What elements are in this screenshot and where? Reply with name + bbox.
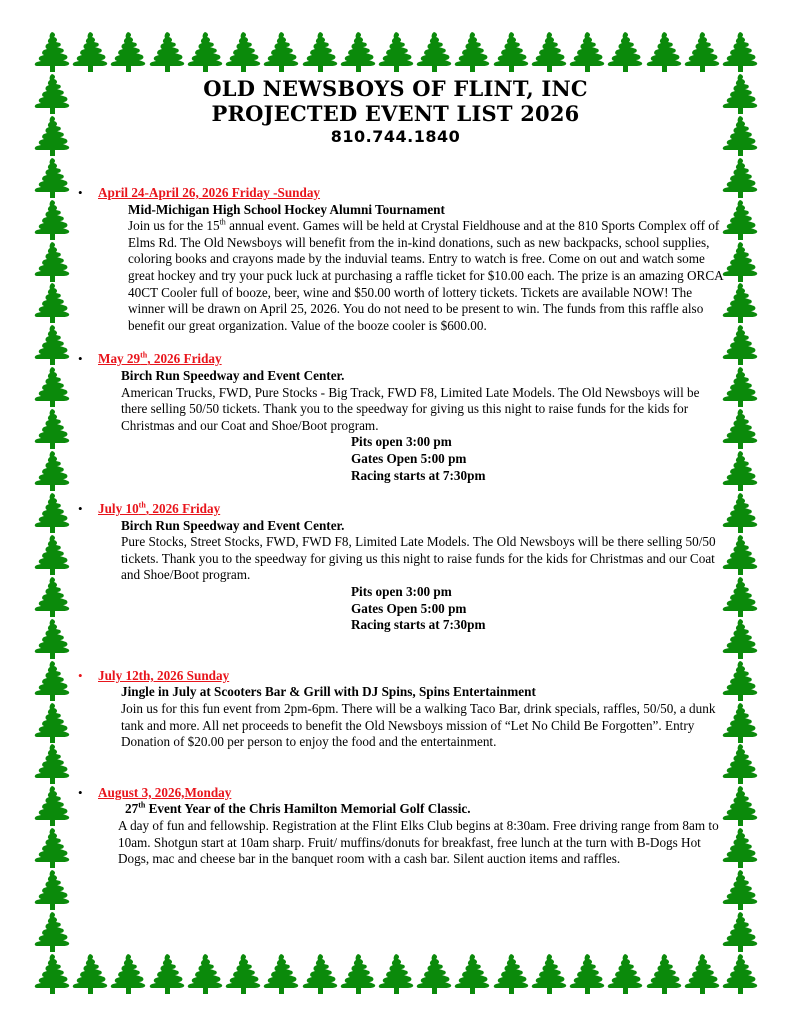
racing-start-time: Racing starts at 7:30pm xyxy=(351,467,486,483)
pine-tree-icon xyxy=(32,281,72,323)
pine-tree-icon xyxy=(32,323,72,365)
bullet-icon: • xyxy=(78,351,83,367)
event-name: 27th Event Year of the Chris Hamilton Memorial Golf Classic. xyxy=(125,801,471,817)
pine-tree-icon xyxy=(644,30,684,72)
bullet-icon: • xyxy=(78,501,83,517)
pine-tree-icon xyxy=(32,533,72,575)
event-item xyxy=(78,668,728,751)
event-description: Join us for this fun event from 2pm-6pm. There will be a walking Taco Bar, drink specials, raffles, 50/50, a dunk tank and more. All net proceeds to benefit the Old Newsboys mission of “Let No Child Be Forgotten”. Entry Donation of $20.00 per person to enjoy the food and the entertainment. xyxy=(121,701,716,750)
pine-tree-icon xyxy=(32,156,72,198)
pine-tree-icon xyxy=(682,30,722,72)
pine-tree-icon xyxy=(682,952,722,994)
pine-tree-icon xyxy=(567,30,607,72)
pine-tree-icon xyxy=(720,30,760,72)
pine-tree-icon xyxy=(185,952,225,994)
pine-tree-icon xyxy=(223,30,263,72)
pine-tree-icon xyxy=(32,952,72,994)
pine-tree-icon xyxy=(452,30,492,72)
organization-title: OLD NEWSBOYS OF FLINT, INC xyxy=(203,76,588,101)
pine-tree-icon xyxy=(32,449,72,491)
pine-tree-icon xyxy=(32,198,72,240)
pine-tree-icon xyxy=(70,30,110,72)
event-list-title: PROJECTED EVENT LIST 2026 xyxy=(211,101,580,126)
pine-tree-icon xyxy=(414,952,454,994)
event-name: Jingle in July at Scooters Bar & Grill with DJ Spins, Spins Entertainment xyxy=(121,684,536,700)
event-times xyxy=(351,584,728,634)
pine-tree-icon xyxy=(32,910,72,952)
event-times xyxy=(351,434,728,484)
pine-tree-icon xyxy=(147,30,187,72)
pine-tree-icon xyxy=(567,952,607,994)
pine-tree-icon xyxy=(108,952,148,994)
event-date: May 29th, 2026 Friday xyxy=(98,350,222,367)
pine-tree-icon xyxy=(32,868,72,910)
pine-tree-icon xyxy=(108,30,148,72)
event-item xyxy=(78,501,728,634)
pine-tree-icon xyxy=(605,952,645,994)
pine-tree-icon xyxy=(338,952,378,994)
pine-tree-icon xyxy=(376,952,416,994)
pine-tree-icon xyxy=(32,659,72,701)
pine-tree-icon xyxy=(300,952,340,994)
pine-tree-icon xyxy=(720,910,760,952)
racing-start-time: Racing starts at 7:30pm xyxy=(351,617,486,633)
event-list xyxy=(78,185,728,868)
pits-open-time: Pits open 3:00 pm xyxy=(351,434,452,450)
event-name: Mid-Michigan High School Hockey Alumni Tournament xyxy=(128,201,445,217)
pine-tree-icon xyxy=(720,868,760,910)
event-description: American Trucks, FWD, Pure Stocks - Big Track, FWD F8, Limited Late Models. The Old Newsboys will be there selling 50/50 tickets. Thank you to the speedway for giving us this night to raise funds for the kids for Christmas and our Coat and Shoe/Boot program. xyxy=(121,384,700,433)
document-header xyxy=(0,76,791,148)
pine-tree-icon xyxy=(32,701,72,743)
event-name: Birch Run Speedway and Event Center. xyxy=(121,517,345,533)
gates-open-time: Gates Open 5:00 pm xyxy=(351,600,467,616)
pine-tree-icon xyxy=(644,952,684,994)
pine-tree-icon xyxy=(300,30,340,72)
pine-tree-icon xyxy=(32,826,72,868)
pine-tree-icon xyxy=(70,952,110,994)
event-date: July 10th, 2026 Friday xyxy=(98,500,221,517)
pine-tree-icon xyxy=(32,784,72,826)
pine-tree-icon xyxy=(32,30,72,72)
pine-tree-icon xyxy=(414,30,454,72)
pine-tree-icon xyxy=(32,365,72,407)
pine-tree-icon xyxy=(338,30,378,72)
pine-tree-icon xyxy=(605,30,645,72)
bullet-icon: • xyxy=(78,667,83,683)
event-date: April 24-April 26, 2026 Friday -Sunday xyxy=(98,185,321,200)
pits-open-time: Pits open 3:00 pm xyxy=(351,584,452,600)
pine-tree-icon xyxy=(32,407,72,449)
pine-tree-icon xyxy=(529,952,569,994)
event-date: August 3, 2026,Monday xyxy=(98,784,232,800)
event-name: Birch Run Speedway and Event Center. xyxy=(121,367,345,383)
pine-tree-icon xyxy=(491,952,531,994)
event-item xyxy=(78,351,728,484)
event-description: A day of fun and fellowship. Registration at the Flint Elks Club begins at 8:30am. Free driving range from 8am to 10am. Shotgun start at 10am sharp. Fruit/ muffins/donuts for breakfast, free lunch at the turn with B-Dogs Hot Dogs, mac and cheese bar in the banquet room with a cash bar. Silent auction items and raffles. xyxy=(118,818,719,867)
event-description: Pure Stocks, Street Stocks, FWD, FWD F8, Limited Late Models. The Old Newsboys will be there selling 50/50 tickets. Thank you to the speedway for giving us this night to raise funds for the kids for Christmas and our Coat and Shoe/Boot program. xyxy=(121,534,716,583)
event-description: Join us for the 15th annual event. Games will be held at Crystal Fieldhouse and at the 810 Sports Complex off of Elms Rd. The Old Newsboys will benefit from the in-kind donations, such as new backpacks, school supplies, coloring books and crayons made by the induvial teams. Entry to watch is free. Come on out and watch some great hockey and try your puck luck at purchasing a raffle ticket for $10.00 each. The prize is an amazing ORCA 40CT Cooler full of booze, beer, wine and $50.00 worth of lottery tickets. Tickets are available NOW! The winner will be drawn on April 25, 2026. You do not need to be present to win. The funds from this raffle also benefit our great organization. Value of the booze cooler is $600.00. xyxy=(128,217,723,333)
pine-tree-icon xyxy=(32,742,72,784)
pine-tree-icon xyxy=(147,952,187,994)
bullet-icon: • xyxy=(78,784,83,800)
pine-tree-icon xyxy=(261,30,301,72)
event-item xyxy=(78,785,728,868)
pine-tree-icon xyxy=(529,30,569,72)
pine-tree-icon xyxy=(261,952,301,994)
pine-tree-icon xyxy=(720,952,760,994)
pine-tree-icon xyxy=(223,952,263,994)
pine-tree-icon xyxy=(452,952,492,994)
phone-number: 810.744.1840 xyxy=(330,127,461,146)
pine-tree-icon xyxy=(32,491,72,533)
event-date: July 12th, 2026 Sunday xyxy=(98,667,230,683)
pine-tree-icon xyxy=(32,240,72,282)
gates-open-time: Gates Open 5:00 pm xyxy=(351,450,467,466)
event-item xyxy=(78,185,728,334)
pine-tree-icon xyxy=(185,30,225,72)
pine-tree-icon xyxy=(32,575,72,617)
pine-tree-icon xyxy=(376,30,416,72)
pine-tree-icon xyxy=(32,617,72,659)
pine-tree-icon xyxy=(491,30,531,72)
bullet-icon: • xyxy=(78,185,83,200)
